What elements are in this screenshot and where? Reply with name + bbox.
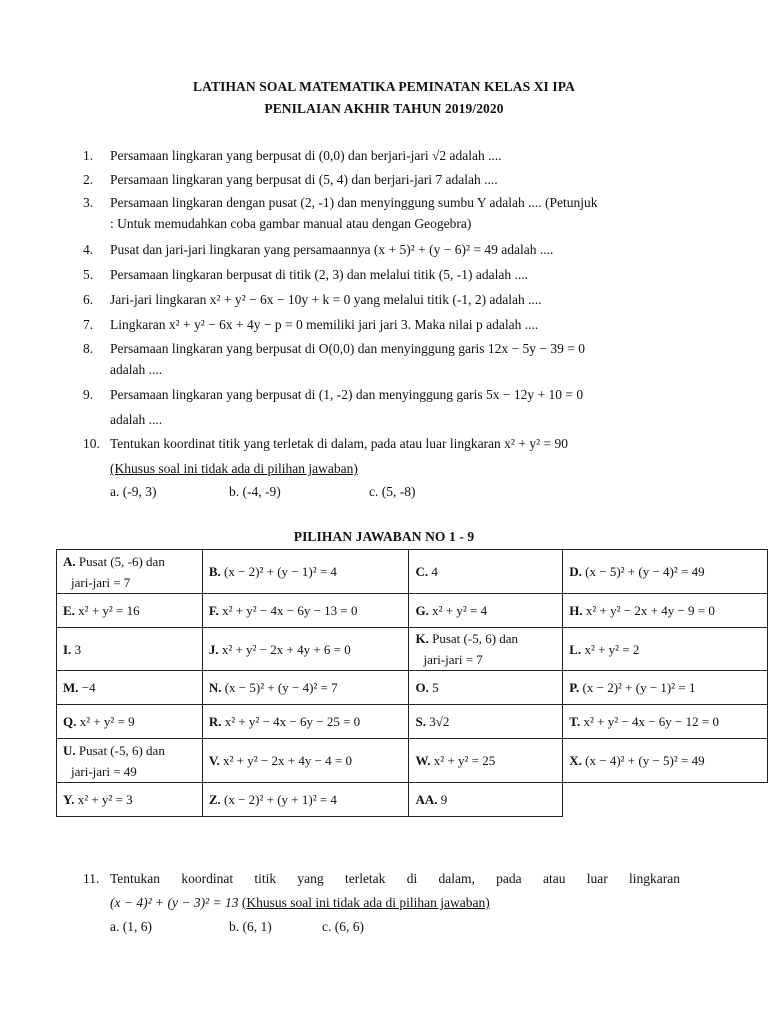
question-3-continuation: : Untuk memudahkan coba gambar manual atau dengan Geogebra) — [110, 216, 472, 231]
question-number: 10. — [83, 436, 100, 451]
question-11-equation: (x − 4)² + (y − 3)² = 13 — [110, 895, 239, 910]
answer-row — [57, 594, 768, 628]
answer-value: x² + y² = 2 — [584, 641, 640, 657]
answer-cell — [409, 783, 563, 817]
answer-value: x² + y² = 4 — [432, 603, 488, 618]
answer-value: (x − 4)² + (y − 5)² = 49 — [585, 753, 705, 768]
option-b: b. (6, 1) — [229, 919, 272, 934]
answer-cell — [563, 628, 768, 671]
answer-value: x² + y² − 2x + 4y − 9 = 0 — [585, 603, 715, 618]
question-text: Persamaan lingkaran berpusat di titik (2, 3) dan melalui titik (5, -1) adalah .... — [110, 267, 529, 282]
answer-value: Pusat (-5, 6) dan — [432, 631, 519, 646]
answer-label: B. — [208, 564, 221, 579]
question-text: Tentukan koordinat titik yang terletak di dalam, pada atau luar lingkaran x² + y² = 90 — [110, 436, 568, 451]
answer-label: H. — [569, 603, 583, 618]
answer-cell — [202, 739, 409, 783]
answer-label: X. — [569, 753, 582, 768]
answer-cell — [202, 628, 409, 671]
question-11-equation-line — [110, 895, 490, 911]
answer-cell — [409, 550, 563, 594]
answer-value: x² + y² − 2x + 4y + 6 = 0 — [221, 641, 351, 657]
answer-value: (x − 5)² + (y − 4)² = 7 — [224, 680, 338, 695]
answer-value: Pusat (5, -6) dan — [78, 553, 165, 569]
answer-label: L. — [569, 641, 582, 657]
question-number: 7. — [83, 317, 94, 332]
answer-cell — [57, 550, 203, 594]
question-text: Pusat dan jari-jari lingkaran yang persamaannya (x + 5)² + (y − 6)² = 49 adalah .... — [110, 242, 554, 257]
question-number: 8. — [83, 341, 94, 356]
answer-label: K. — [415, 631, 429, 646]
answer-label: Y. — [63, 792, 75, 807]
answer-value: x² + y² − 4x − 6y − 12 = 0 — [583, 714, 719, 729]
answer-row — [57, 550, 768, 594]
answer-label: J. — [208, 641, 219, 657]
answer-value: 5 — [432, 680, 439, 695]
answer-row — [57, 671, 768, 705]
answer-value: −4 — [81, 680, 96, 695]
answer-value: 4 — [431, 564, 438, 579]
question-text: Tentukan koordinat titik yang terletak di dalam, pada atau luar lingkaran — [110, 871, 680, 886]
question-number: 3. — [83, 195, 94, 210]
question-number: 9. — [83, 387, 94, 402]
answer-value: x² + y² = 16 — [78, 603, 140, 618]
question-number: 6. — [83, 292, 94, 307]
question-text: Persamaan lingkaran yang berpusat di (5, 4) dan berjari-jari 7 adalah .... — [110, 172, 498, 187]
question-text: Persamaan lingkaran dengan pusat (2, -1) dan menyinggung sumbu Y adalah .... (Petunjuk — [110, 195, 598, 210]
question-text: Persamaan lingkaran yang berpusat di (1, -2) dan menyinggung garis 5x − 12y + 10 = 0 — [110, 387, 584, 402]
answer-cell — [202, 705, 409, 739]
answer-row — [57, 739, 768, 783]
answer-label: O. — [415, 680, 429, 695]
option-c: c. (5, -8) — [369, 484, 416, 499]
option-a: a. (-9, 3) — [110, 484, 157, 499]
page-title-line1: LATIHAN SOAL MATEMATIKA PEMINATAN KELAS XI IPA — [193, 79, 575, 94]
answer-value: x² + y² − 4x − 6y − 13 = 0 — [222, 603, 358, 618]
answer-label: P. — [569, 680, 580, 695]
answer-value: x² + y² − 4x − 6y − 25 = 0 — [224, 714, 361, 729]
answer-cell — [202, 783, 409, 817]
answer-value: (x − 2)² + (y + 1)² = 4 — [223, 792, 337, 807]
answer-value: (x − 2)² + (y − 1)² = 4 — [223, 564, 337, 579]
answer-label: C. — [415, 564, 429, 579]
question-8-continuation: adalah .... — [110, 362, 163, 377]
answer-row — [57, 705, 768, 739]
answer-label: D. — [569, 564, 582, 579]
answer-label: N. — [208, 680, 222, 695]
answer-value-line2: jari-jari = 7 — [71, 574, 131, 590]
answer-value: x² + y² = 9 — [79, 714, 135, 729]
answer-label: U. — [63, 742, 76, 758]
question-number: 2. — [83, 172, 94, 187]
answer-choices-title: PILIHAN JAWABAN NO 1 - 9 — [293, 529, 475, 544]
answer-label: R. — [208, 714, 222, 729]
answer-value-line2: jari-jari = 49 — [71, 763, 137, 779]
option-a: a. (1, 6) — [110, 919, 152, 934]
question-11-note: (Khusus soal ini tidak ada di pilihan jawaban) — [241, 895, 490, 910]
answer-value: (x − 5)² + (y − 4)² = 49 — [585, 564, 705, 579]
answer-cell — [202, 671, 409, 705]
answer-choices-table — [56, 549, 768, 817]
answer-label: Z. — [208, 792, 221, 807]
answer-row — [57, 628, 768, 671]
question-9-continuation: adalah .... — [110, 412, 163, 427]
question-text: Jari-jari lingkaran x² + y² − 6x − 10y + k = 0 yang melalui titik (-1, 2) adalah .... — [110, 292, 542, 307]
answer-cell — [409, 628, 563, 671]
answer-cell — [57, 594, 203, 628]
option-b: b. (-4, -9) — [229, 484, 281, 499]
answer-cell — [57, 783, 203, 817]
answer-value: 3√2 — [429, 714, 450, 729]
answer-cell — [409, 739, 563, 783]
answer-label: AA. — [415, 792, 438, 807]
answer-label: W. — [415, 753, 431, 768]
answer-cell — [409, 705, 563, 739]
answer-cell — [409, 594, 563, 628]
question-text: Persamaan lingkaran yang berpusat di O(0,0) dan menyinggung garis 12x − 5y − 39 = 0 — [110, 341, 585, 356]
question-number: 4. — [83, 242, 94, 257]
answer-cell — [57, 739, 203, 783]
answer-value: 3 — [74, 641, 82, 657]
answer-label: S. — [415, 714, 426, 729]
answer-value-line2: jari-jari = 7 — [423, 652, 483, 667]
answer-value: x² + y² − 2x + 4y − 4 = 0 — [223, 753, 352, 768]
answer-cell — [202, 594, 409, 628]
answer-label: M. — [63, 680, 79, 695]
answer-label: T. — [569, 714, 581, 729]
answer-cell-empty — [563, 783, 768, 817]
answer-row — [57, 783, 768, 817]
answer-cell — [409, 671, 563, 705]
answer-value: x² + y² = 25 — [433, 753, 496, 768]
answer-cell — [563, 594, 768, 628]
answer-cell — [563, 550, 768, 594]
option-c: c. (6, 6) — [322, 919, 364, 934]
answer-cell — [563, 739, 768, 783]
answer-cell — [57, 671, 203, 705]
answer-value: (x − 2)² + (y − 1)² = 1 — [582, 680, 696, 695]
question-number: 11. — [83, 871, 100, 886]
question-number: 5. — [83, 267, 94, 282]
page-title-line2: PENILAIAN AKHIR TAHUN 2019/2020 — [264, 101, 504, 116]
question-number: 1. — [83, 148, 94, 163]
answer-label: F. — [208, 603, 219, 618]
answer-label: A. — [63, 553, 76, 569]
answer-label: V. — [208, 753, 220, 768]
answer-label: G. — [415, 603, 429, 618]
answer-label: E. — [63, 603, 75, 618]
question-text: Lingkaran x² + y² − 6x + 4y − p = 0 memiliki jari jari 3. Maka nilai p adalah .... — [110, 317, 539, 332]
answer-value: Pusat (-5, 6) dan — [78, 742, 165, 758]
answer-cell — [57, 628, 203, 671]
answer-cell — [202, 550, 409, 594]
answer-label: Q. — [63, 714, 77, 729]
answer-cell — [563, 671, 768, 705]
question-10-note: (Khusus soal ini tidak ada di pilihan jawaban) — [110, 461, 358, 476]
answer-cell — [57, 705, 203, 739]
question-text: Persamaan lingkaran yang berpusat di (0,0) dan berjari-jari √2 adalah .... — [110, 148, 502, 163]
answer-value: 9 — [440, 792, 448, 807]
answer-cell — [563, 705, 768, 739]
answer-label: I. — [63, 641, 72, 657]
answer-value: x² + y² = 3 — [77, 792, 133, 807]
